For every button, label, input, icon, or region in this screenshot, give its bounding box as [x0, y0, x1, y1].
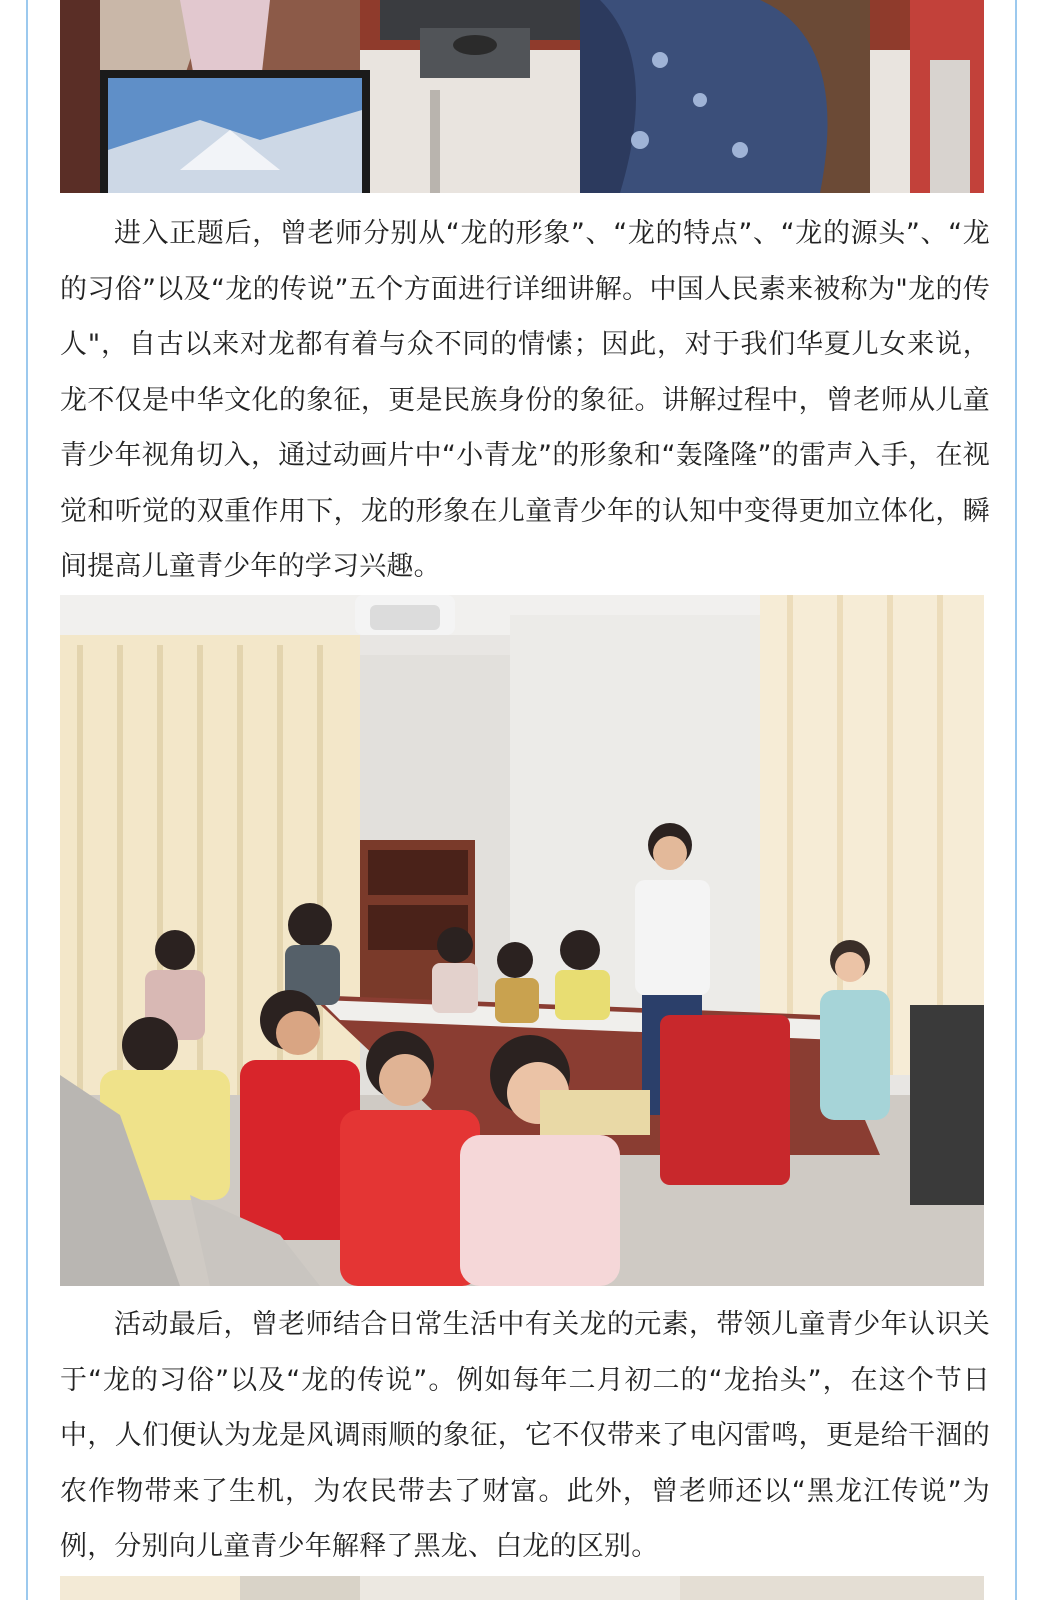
article-paragraph: 进入正题后，曾老师分别从“龙的形象”、“龙的特点”、“龙的源头”、“龙的习俗”以及“龙的传说”五个方面进行详细讲解。中国人民素来被称为"龙的传人"，自古以来对龙都有着与众不同的情愫；因此，对于我们华夏儿女来说，龙不仅是中华文化的象征，更是民族身份的象征。讲解过程中，曾老师从儿童青少年视角切入，通过动画片中“小青龙”的形象和“轰隆隆”的雷声入手，在视觉和听觉的双重作用下，龙的形象在儿童青少年的认知中变得更加立体化，瞬间提高儿童青少年的学习兴趣。: [60, 218, 990, 582]
classroom-children-photo: [60, 595, 984, 1286]
next-photo: [60, 1576, 984, 1600]
teacher-computer-photo: [60, 0, 984, 193]
article-paragraph: 活动最后，曾老师结合日常生活中有关龙的元素，带领儿童青少年认识关于“龙的习俗”以及“龙的传说”。例如每年二月初二的“龙抬头”，在这个节日中，人们便认为龙是风调雨顺的象征，它不仅带来了电闪雷鸣，更是给干涸的农作物带来了生机，为农民带去了财富。此外，曾老师还以“黑龙江传说”为例，分别向儿童青少年解释了黑龙、白龙的区别。: [60, 1309, 990, 1562]
